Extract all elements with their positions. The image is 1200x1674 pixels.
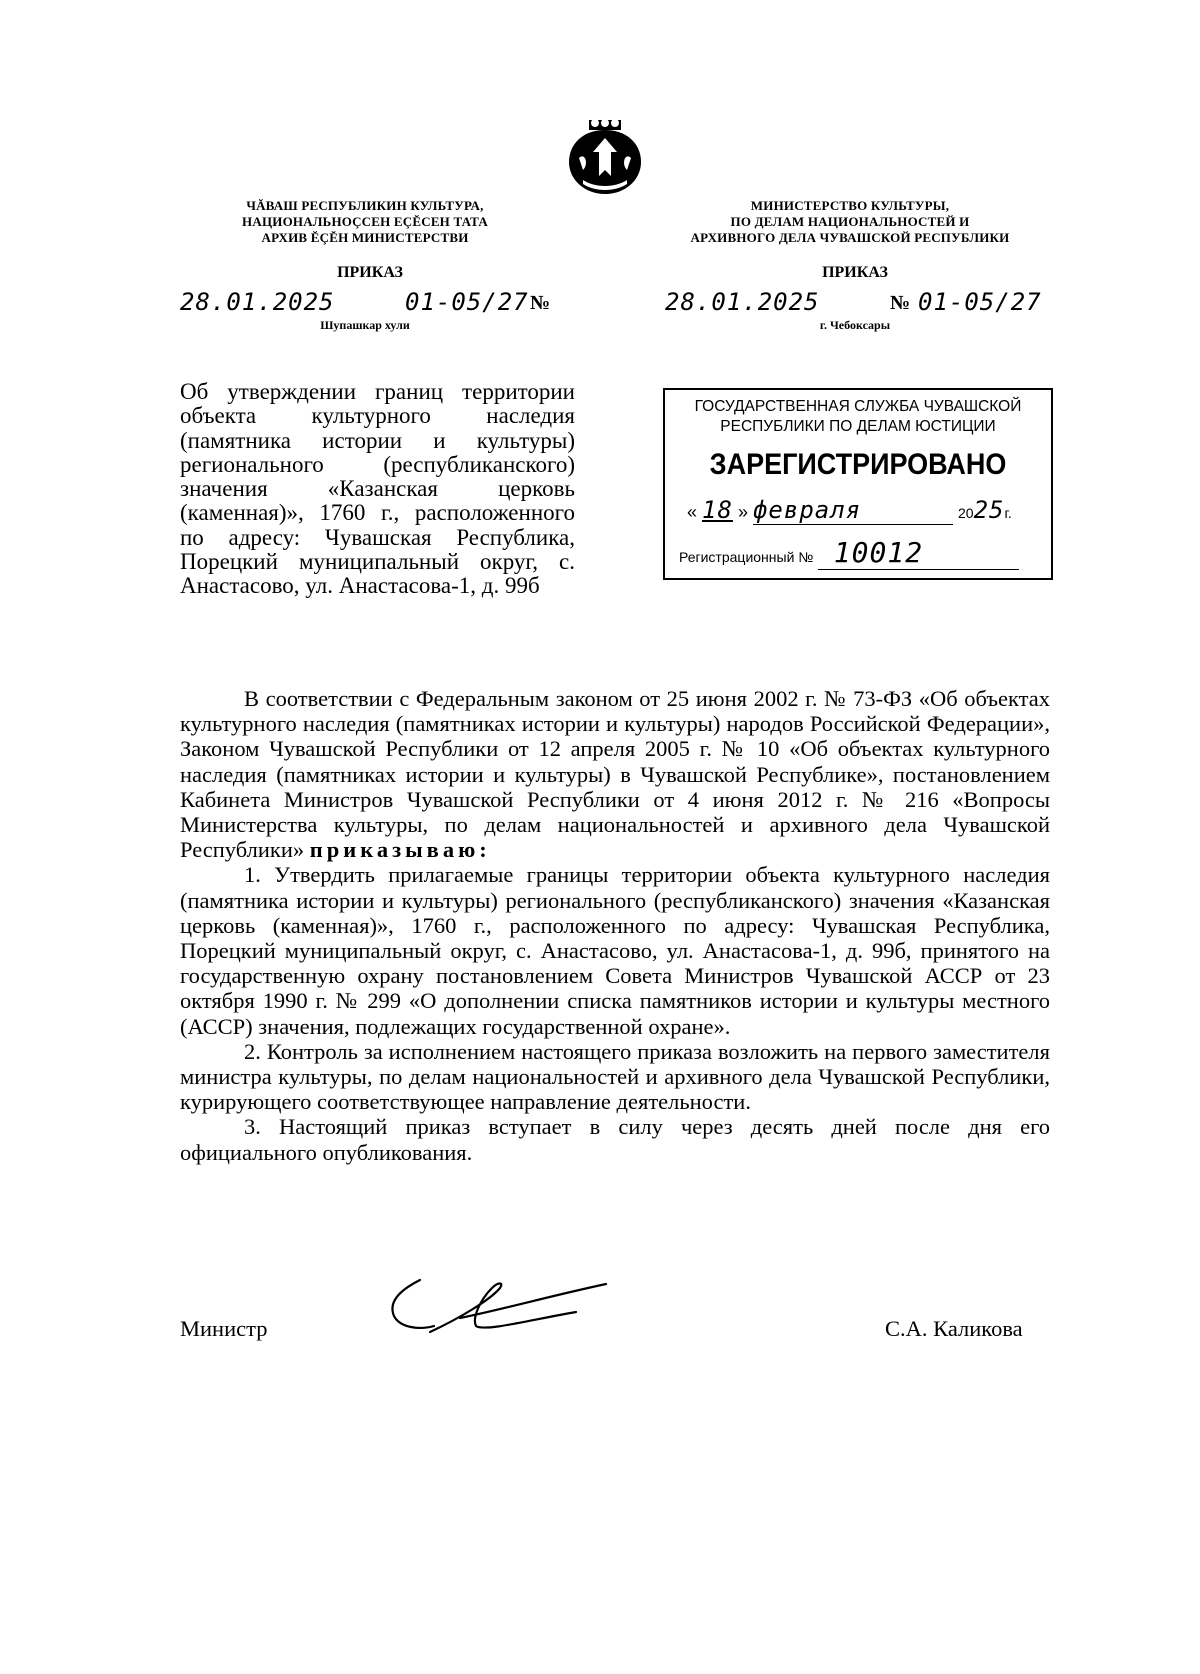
header-left-line-3: АРХИВ ĔÇĔН МИНИСТЕРСТВИ [261, 230, 469, 245]
stamp-reg-label: Регистрационный № [679, 549, 814, 565]
body-paragraph-2: 1. Утвердить прилагаемые границы территории объекта культурного наследия (памятника истории и культуры) регионального (республиканского) значения «Казанская церковь (каменная)», 1760 г., расположенного по адресу: Чувашская Республика, Порецкий муниципальный округ, с. Анастасово, ул. Анастасова-1, д. 99б, принятого на государственную охрану постановлением Совета Министров Чувашской АССР от 23 октября 1990 г. № 299 «О дополнении списка памятников истории и культуры местного (АССР) значения, подлежащих государственной охране». [180, 862, 1050, 1039]
header-right [660, 198, 1040, 246]
signature-name: С.А. Каликова [885, 1316, 1023, 1341]
stamp-day: 18 [702, 496, 733, 524]
stamp-quote-open: « [687, 502, 698, 522]
coat-of-arms-chuvashia-icon [565, 118, 645, 196]
stamp-quote-close: » [737, 502, 748, 522]
place-right: г. Чебоксары [819, 318, 891, 332]
header-left-line-2: НАЦИОНАЛЬНОÇСЕН ЕÇĔСЕН ТАТА [242, 214, 488, 229]
signature-position: Министр [180, 1316, 268, 1341]
body-paragraph-1-text: В соответствии с Федеральным законом от 25 июня 2002 г. № 73-ФЗ «Об объектах культурного наследия (памятниках истории и культуры) народов Российской Федерации», Законом Чувашской Республики от 12 апреля 2005 г. № 10 «Об объектах культурного наследия (памятниках истории и культуры) в Чувашской Республике», постановлением Кабинета Министров Чувашской Республики от 4 июня 2012 г. № 216 «Вопросы Министерства культуры, по делам национальностей и архивного дела Чувашской Республики» [180, 686, 1050, 863]
body-paragraph-1 [180, 686, 1050, 862]
order-number-left: 01-05/27 [405, 288, 529, 316]
stamp-year-suffix: 25 [973, 496, 1005, 524]
order-word-left: ПРИКАЗ [337, 264, 403, 281]
header-left-line-1: ЧĂВАШ РЕСПУБЛИКИН КУЛЬТУРА, [246, 198, 484, 213]
coat-of-arms-emblem [565, 118, 645, 196]
header-right-line-3: АРХИВНОГО ДЕЛА ЧУВАШСКОЙ РЕСПУБЛИКИ [690, 230, 1010, 245]
body-paragraph-4: 3. Настоящий приказ вступает в силу через десять дней после дня его официального опубликования. [180, 1114, 1050, 1165]
registration-stamp [663, 388, 1053, 580]
stamp-reg-number: 10012 [818, 536, 1019, 570]
header-right-line-2: ПО ДЕЛАМ НАЦИОНАЛЬНОСТЕЙ И [730, 214, 970, 229]
body-paragraph-1-action: приказываю: [309, 837, 491, 863]
order-date-left: 28.01.2025 [180, 288, 335, 316]
stamp-date-row [687, 496, 1027, 526]
order-number-right: 01-05/27 [918, 288, 1042, 316]
body-paragraph-3: 2. Контроль за исполнением настоящего приказа возложить на первого заместителя министра культуры, по делам национальностей и архивного дела Чувашской Республики, курирующего соответствующее направление деятельности. [180, 1038, 1050, 1115]
order-word-right: ПРИКАЗ [822, 264, 888, 281]
stamp-status: ЗАРЕГИСТРИРОВАНО [709, 448, 1007, 481]
number-sign-right: № [890, 292, 911, 314]
header-right-line-1: МИНИСТЕРСТВО КУЛЬТУРЫ, [750, 198, 950, 213]
stamp-reg-row [679, 536, 1039, 570]
place-left: Шупашкар хули [320, 318, 410, 332]
signature-graphic [380, 1270, 610, 1350]
stamp-year-unit: г. [1004, 505, 1012, 521]
order-date-right: 28.01.2025 [665, 288, 820, 316]
header-left [215, 198, 515, 246]
number-sign-left: № [530, 292, 551, 314]
stamp-month: февраля [753, 496, 953, 525]
stamp-line-2: РЕСПУБЛИКИ ПО ДЕЛАМ ЮСТИЦИИ [720, 418, 996, 435]
document-title: Об утверждении границ территории объекта культурного наследия (памятника истории и культуры) регионального (республиканского) значения «Казанская церковь (каменная)», 1760 г., расположенного по адресу: Чувашская Республика, Порецкий муниципальный округ, с. Анастасово, ул. Анастасова-1, д. 99б [180, 379, 575, 599]
stamp-year-prefix: 20 [958, 505, 974, 521]
document-body [180, 686, 1050, 1165]
stamp-line-1: ГОСУДАРСТВЕННАЯ СЛУЖБА ЧУВАШСКОЙ [694, 398, 1022, 415]
handwritten-signature-icon [380, 1270, 610, 1350]
